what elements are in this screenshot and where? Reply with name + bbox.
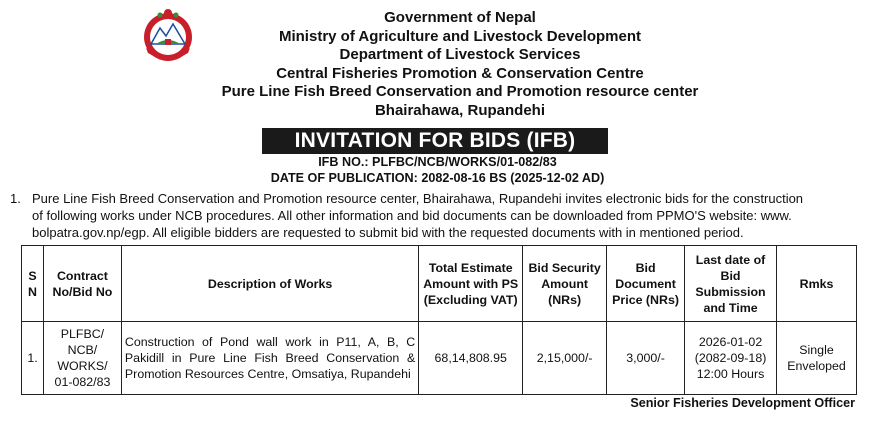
notice-line: bolpatra.gov.np/egp. All eligible bidders are requested to submit bid with the requested documents with in mentioned period. (32, 225, 744, 240)
cell-description: Construction of Pond wall work in P11, A, B, C Pakidill in Pure Line Fish Breed Conservation & Promotion Resources Centre, Omsatiya, Rupandehi (121, 322, 418, 395)
bids-table (21, 245, 857, 395)
header-line-government: Government of Nepal (384, 9, 536, 26)
header-line-location: Bhairahawa, Rupandehi (374, 101, 546, 119)
header-line-ministry: Ministry of Agriculture and Livestock Development (278, 27, 641, 45)
cell-estimate: 68,14,808.95 (419, 322, 523, 395)
header-line-centre: Central Fisheries Promotion & Conservation Centre (276, 64, 644, 82)
notice-text (32, 190, 858, 241)
header-contract: Contract No/Bid No (43, 246, 121, 322)
header-description: Description of Works (121, 246, 418, 322)
ifb-number: IFB NO.: PLFBC/NCB/WORKS/01-082/83 (318, 155, 557, 169)
header-last-date: Last date of Bid Submission and Time (685, 246, 777, 322)
header-price: Bid Document Price (NRs) (607, 246, 685, 322)
header-remarks: Rmks (777, 246, 857, 322)
cell-contract: PLFBC/ NCB/ WORKS/ 01-082/83 (43, 322, 121, 395)
letterhead (200, 9, 720, 121)
notice-line: of following works under NCB procedures. All other information and bid documents can be downloaded from PPMO'S website: www. (32, 208, 792, 223)
ifb-title-banner: INVITATION FOR BIDS (IFB) (262, 128, 608, 154)
cell-price: 3,000/- (607, 322, 685, 395)
cell-remarks: Single Enveloped (777, 322, 857, 395)
header-line-resource-center: Pure Line Fish Breed Conservation and Promotion resource center (221, 83, 699, 101)
header-security: Bid Security Amount (NRs) (523, 246, 607, 322)
header-estimate: Total Estimate Amount with PS (Excluding VAT) (419, 246, 523, 322)
table-row (22, 322, 857, 395)
header-sn: S N (22, 246, 44, 322)
notice-line: Pure Line Fish Breed Conservation and Promotion resource center, Bhairahawa, Rupandehi invites electronic bids for the construction (32, 191, 804, 206)
table-header-row (22, 246, 857, 322)
cell-last-date: 2026-01-02 (2082-09-18) 12:00 Hours (685, 322, 777, 395)
cell-sn: 1. (22, 322, 44, 395)
header-line-department: Department of Livestock Services (339, 46, 581, 64)
cell-security: 2,15,000/- (523, 322, 607, 395)
signatory: Senior Fisheries Development Officer (630, 396, 855, 410)
notice-number: 1. (10, 191, 21, 206)
publication-date: DATE OF PUBLICATION: 2082-08-16 BS (2025-12-02 AD) (270, 171, 605, 185)
nepal-emblem-icon (138, 6, 198, 66)
